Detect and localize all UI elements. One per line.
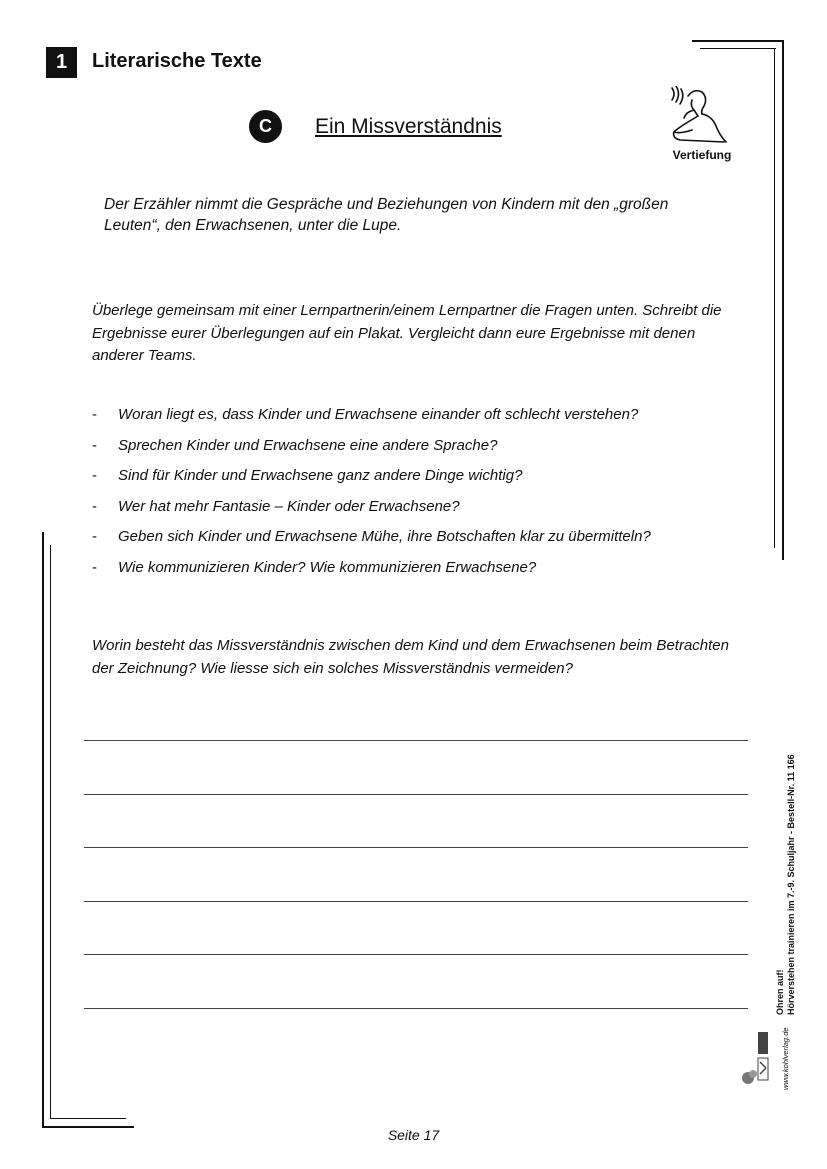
- chapter-number: 1: [46, 47, 77, 78]
- writing-line[interactable]: [84, 954, 748, 955]
- list-dash: -: [92, 528, 97, 546]
- frame-line: [50, 545, 51, 1119]
- publisher-logo-icon: [740, 1022, 770, 1088]
- frame-line: [692, 40, 784, 42]
- list-item: [92, 435, 742, 466]
- vertiefung-label: Vertiefung: [672, 148, 732, 162]
- writing-line[interactable]: [84, 794, 748, 795]
- writing-line[interactable]: [84, 740, 748, 741]
- list-item: [92, 404, 742, 435]
- question-text: Sprechen Kinder und Erwachsene eine andere Sprache?: [118, 436, 498, 454]
- listening-person-icon: [668, 86, 732, 144]
- writing-line[interactable]: [84, 847, 748, 848]
- question-text: Geben sich Kinder und Erwachsene Mühe, ihre Botschaften klar zu übermitteln?: [118, 528, 651, 546]
- publisher-url[interactable]: www.kohlverlag.de: [781, 1027, 790, 1090]
- frame-line: [700, 48, 776, 49]
- task-instructions: Überlege gemeinsam mit einer Lernpartnerin/einem Lernpartner die Fragen unten. Schreibt die Ergebnisse eurer Überlegungen auf ein Plakat. Vergleicht dann eure Ergebnisse mit denen anderer Teams.: [92, 302, 722, 364]
- question-text: Woran liegt es, dass Kinder und Erwachsene einander oft schlecht verstehen?: [118, 406, 639, 423]
- publication-subtitle: Hörverstehen trainieren im 7.-9. Schuljahr - Bestell-Nr. 11 166: [786, 754, 796, 1015]
- list-dash: -: [92, 497, 97, 515]
- question-text: Wer hat mehr Fantasie – Kinder oder Erwachsene?: [118, 497, 460, 515]
- question-text: Wie kommunizieren Kinder? Wie kommunizieren Erwachsene?: [118, 558, 537, 576]
- list-item: [92, 496, 742, 527]
- writing-line[interactable]: [84, 901, 748, 902]
- list-dash: -: [92, 436, 97, 454]
- page-number: Seite 17: [387, 1127, 440, 1143]
- intro-text: Der Erzähler nimmt die Gespräche und Beziehungen von Kindern mit den „großen Leuten“, den Erwachsenen, unter die Lupe.: [104, 196, 669, 234]
- list-dash: -: [92, 558, 97, 576]
- writing-line[interactable]: [84, 1008, 748, 1009]
- list-item: [92, 557, 742, 588]
- section-title: Ein Missverständnis: [315, 115, 502, 138]
- list-dash: -: [92, 406, 97, 423]
- list-item: [92, 465, 742, 496]
- section-badge: C: [249, 110, 282, 143]
- frame-line: [782, 40, 784, 560]
- frame-line: [42, 532, 44, 1128]
- list-item: [92, 526, 742, 557]
- frame-line: [774, 48, 775, 548]
- question-text: Sind für Kinder und Erwachsene ganz andere Dinge wichtig?: [118, 467, 523, 485]
- publication-info: [775, 715, 797, 1015]
- question-list: [92, 404, 742, 588]
- publication-title: Ohren auf!: [775, 969, 785, 1015]
- frame-line: [50, 1118, 126, 1119]
- list-dash: -: [92, 467, 97, 485]
- chapter-title: Literarische Texte: [92, 50, 262, 72]
- task-question: Worin besteht das Missverständnis zwischen dem Kind und dem Erwachsenen beim Betrachten der Zeichnung? Wie liesse sich ein solches Missverständnis vermeiden?: [92, 637, 729, 677]
